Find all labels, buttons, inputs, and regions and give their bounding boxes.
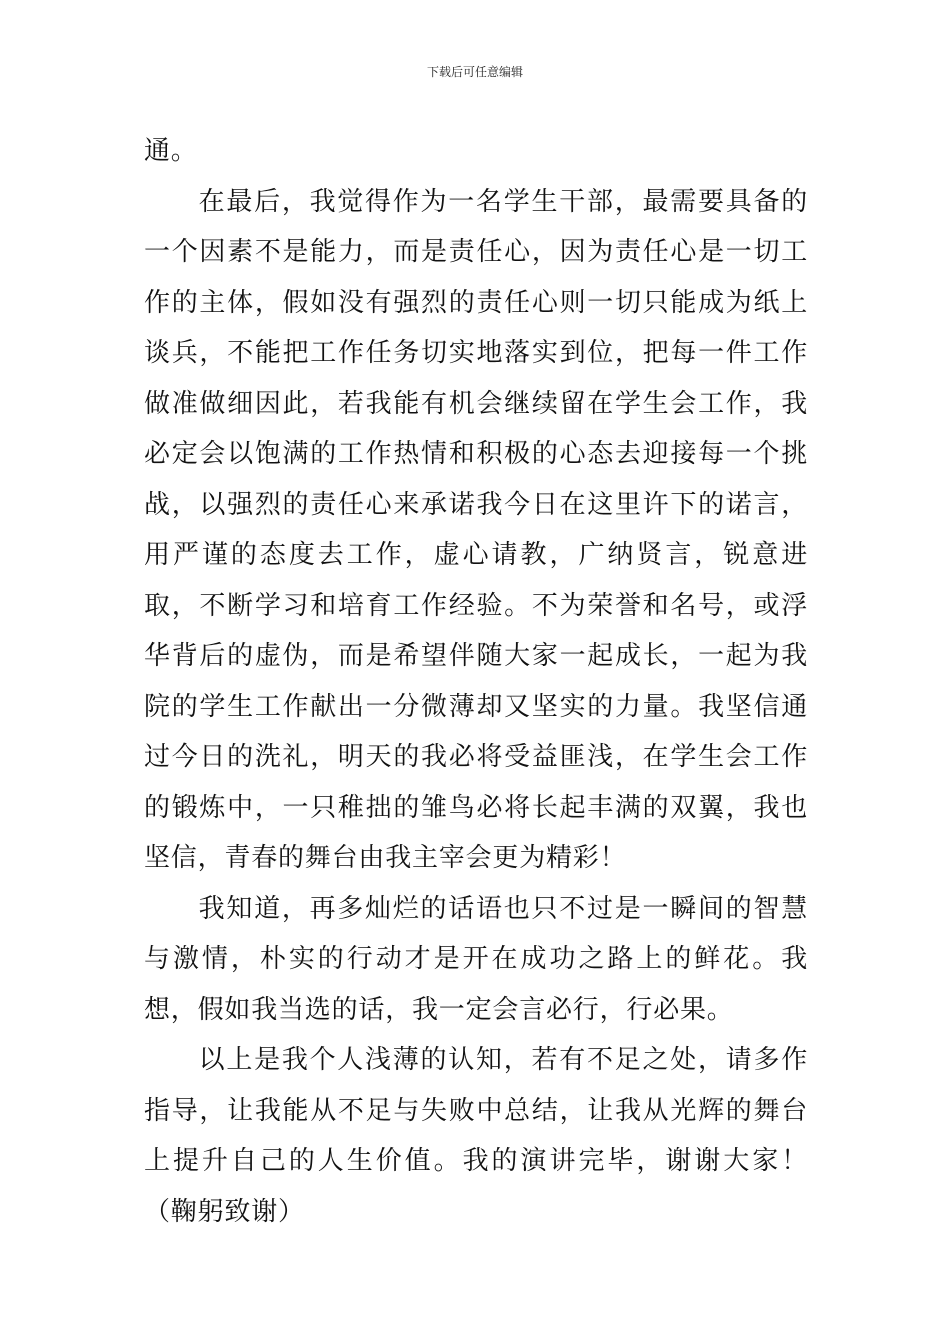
paragraph-action: 我知道，再多灿烂的话语也只不过是一瞬间的智慧与激情，朴实的行动才是开在成功之路上的鲜花。我想，假如我当选的话，我一定会言必行，行必果。 — [144, 893, 808, 1025]
paragraph-continuation: 通。 — [144, 136, 198, 166]
document-body — [144, 126, 808, 1237]
paragraph-responsibility: 在最后，我觉得作为一名学生干部，最需要具备的一个因素不是能力，而是责任心，因为责任心是一切工作的主体，假如没有强烈的责任心则一切只能成为纸上谈兵，不能把工作任务切实地落实到位，把每一件工作做准做细因此，若我能有机会继续留在学生会工作，我必定会以饱满的工作热情和积极的心态去迎接每一个挑战，以强烈的责任心来承诺我今日在这里许下的诺言，用严谨的态度去工作，虚心请教，广纳贤言，锐意进取，不断学习和培育工作经验。不为荣誉和名号，或浮华背后的虚伪，而是希望伴随大家一起成长，一起为我院的学生工作献出一分微薄却又坚实的力量。我坚信通过今日的洗礼，明天的我必将受益匪浅，在学生会工作的锻炼中，一只稚拙的雏鸟必将长起丰满的双翼，我也坚信，青春的舞台由我主宰会更为精彩！ — [144, 186, 808, 873]
paragraph-closing: 以上是我个人浅薄的认知，若有不足之处，请多作指导，让我能从不足与失败中总结，让我从光辉的舞台上提升自己的人生价值。我的演讲完毕，谢谢大家！（鞠躬致谢） — [144, 1045, 808, 1227]
page-header: 下载后可任意编辑 — [426, 65, 523, 79]
